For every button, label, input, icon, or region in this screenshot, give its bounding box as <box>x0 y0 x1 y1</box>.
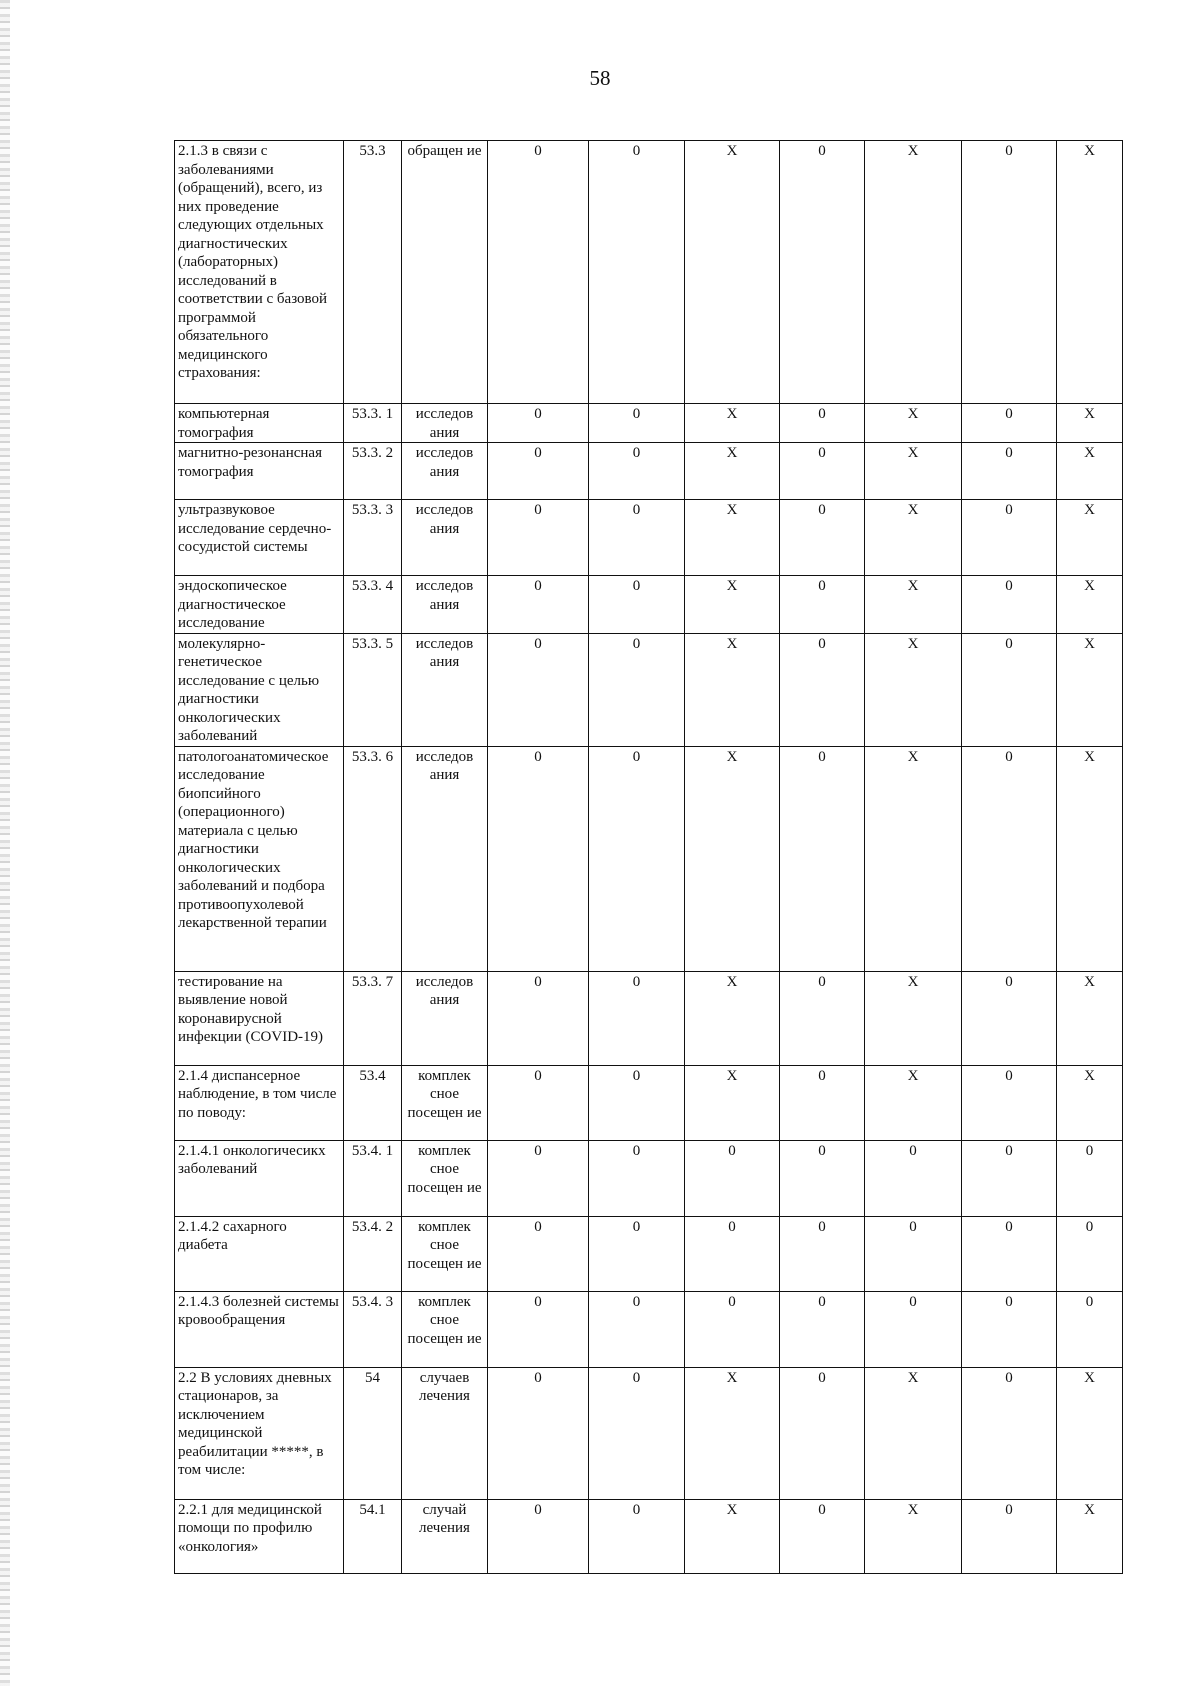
row-name: тестирование на выявление новой коронавирусной инфекции (COVID-19) <box>175 971 344 1065</box>
row-value: X <box>865 1065 962 1140</box>
row-name: 2.1.4 диспансерное наблюдение, в том числе по поводу: <box>175 1065 344 1140</box>
row-value: X <box>1057 500 1123 576</box>
row-code: 54 <box>344 1367 402 1499</box>
row-value: 0 <box>589 633 685 746</box>
row-code: 53.4. 2 <box>344 1216 402 1291</box>
row-value: X <box>685 1065 780 1140</box>
row-code: 53.3 <box>344 141 402 404</box>
row-value: X <box>1057 576 1123 634</box>
row-name: молекулярно-генетическое исследование с целью диагностики онкологических заболеваний <box>175 633 344 746</box>
row-value: 0 <box>488 141 589 404</box>
row-value: 0 <box>589 1140 685 1216</box>
row-name: 2.1.4.1 онкологичесикх заболеваний <box>175 1140 344 1216</box>
row-value: 0 <box>780 500 865 576</box>
row-code: 53.3. 2 <box>344 443 402 500</box>
row-value: 0 <box>589 1367 685 1499</box>
row-value: 0 <box>962 404 1057 443</box>
row-value: 0 <box>488 443 589 500</box>
row-name: ультразвуковое исследование сердечно-сосудистой системы <box>175 500 344 576</box>
row-value: 0 <box>962 746 1057 971</box>
row-value: 0 <box>962 443 1057 500</box>
row-value: 0 <box>962 1140 1057 1216</box>
row-value: X <box>685 1499 780 1573</box>
row-value: X <box>685 971 780 1065</box>
row-unit: исследов ания <box>402 500 488 576</box>
row-code: 53.3. 6 <box>344 746 402 971</box>
row-value: X <box>1057 971 1123 1065</box>
table-row <box>175 1216 1123 1291</box>
row-value: 0 <box>780 443 865 500</box>
row-value: X <box>865 404 962 443</box>
row-value: X <box>865 1499 962 1573</box>
row-value: 0 <box>780 141 865 404</box>
row-value: 0 <box>962 1291 1057 1367</box>
row-code: 53.4 <box>344 1065 402 1140</box>
row-value: X <box>1057 1065 1123 1140</box>
row-value: 0 <box>780 633 865 746</box>
table-row <box>175 1291 1123 1367</box>
row-unit: исследов ания <box>402 443 488 500</box>
row-value: X <box>865 1367 962 1499</box>
row-value: 0 <box>685 1216 780 1291</box>
row-value: 0 <box>1057 1140 1123 1216</box>
row-value: X <box>1057 443 1123 500</box>
row-value: 0 <box>488 1367 589 1499</box>
row-value: 0 <box>865 1140 962 1216</box>
row-value: 0 <box>962 141 1057 404</box>
row-value: 0 <box>589 1291 685 1367</box>
row-value: X <box>1057 404 1123 443</box>
row-unit: исследов ания <box>402 576 488 634</box>
row-name: 2.2.1 для медицинской помощи по профилю «онкология» <box>175 1499 344 1573</box>
row-value: X <box>685 746 780 971</box>
row-value: X <box>685 141 780 404</box>
row-code: 53.3. 1 <box>344 404 402 443</box>
data-table <box>174 140 1123 1574</box>
row-value: 0 <box>488 1140 589 1216</box>
row-value: X <box>865 443 962 500</box>
row-value: 0 <box>962 971 1057 1065</box>
table-row <box>175 1499 1123 1573</box>
row-value: 0 <box>780 404 865 443</box>
table-row <box>175 1367 1123 1499</box>
row-unit: исследов ания <box>402 404 488 443</box>
row-value: 0 <box>589 1216 685 1291</box>
table-row <box>175 971 1123 1065</box>
row-unit: обращен ие <box>402 141 488 404</box>
table-row <box>175 576 1123 634</box>
row-value: 0 <box>488 1216 589 1291</box>
page-number: 58 <box>589 66 611 90</box>
row-value: 0 <box>962 500 1057 576</box>
row-value: 0 <box>962 576 1057 634</box>
row-value: X <box>685 443 780 500</box>
row-value: 0 <box>685 1291 780 1367</box>
row-value: X <box>685 404 780 443</box>
row-name: 2.1.4.3 болезней системы кровообращения <box>175 1291 344 1367</box>
row-value: X <box>685 633 780 746</box>
row-value: 0 <box>780 1065 865 1140</box>
row-value: 0 <box>488 633 589 746</box>
row-name: компьютерная томография <box>175 404 344 443</box>
row-value: 0 <box>780 1291 865 1367</box>
row-value: X <box>1057 141 1123 404</box>
row-code: 53.3. 4 <box>344 576 402 634</box>
row-name: 2.1.3 в связи с заболеваниями (обращений), всего, из них проведение следующих отдельных диагностических (лабораторных) исследований в соответствии с базовой программой обязательного медицинского страхования: <box>175 141 344 404</box>
row-value: 0 <box>589 500 685 576</box>
row-unit: комплек сное посещен ие <box>402 1291 488 1367</box>
row-value: X <box>865 971 962 1065</box>
row-value: X <box>1057 746 1123 971</box>
table-row <box>175 141 1123 404</box>
row-name: 2.1.4.2 сахарного диабета <box>175 1216 344 1291</box>
row-value: 0 <box>589 971 685 1065</box>
row-unit: случай лечения <box>402 1499 488 1573</box>
row-unit: исследов ания <box>402 971 488 1065</box>
row-value: 0 <box>488 1291 589 1367</box>
row-value: 0 <box>488 576 589 634</box>
row-unit: комплек сное посещен ие <box>402 1065 488 1140</box>
row-value: 0 <box>962 1216 1057 1291</box>
row-value: 0 <box>589 1065 685 1140</box>
row-value: 0 <box>962 1367 1057 1499</box>
table-row <box>175 500 1123 576</box>
row-value: X <box>865 633 962 746</box>
row-value: 0 <box>780 1140 865 1216</box>
table-row <box>175 443 1123 500</box>
table-row <box>175 404 1123 443</box>
row-value: X <box>685 576 780 634</box>
table-row <box>175 1140 1123 1216</box>
row-value: X <box>865 141 962 404</box>
row-value: 0 <box>780 1216 865 1291</box>
row-value: 0 <box>962 1499 1057 1573</box>
row-value: X <box>865 576 962 634</box>
row-value: 0 <box>488 746 589 971</box>
row-value: X <box>685 1367 780 1499</box>
row-value: 0 <box>1057 1216 1123 1291</box>
row-code: 53.3. 7 <box>344 971 402 1065</box>
row-code: 53.4. 1 <box>344 1140 402 1216</box>
row-value: 0 <box>685 1140 780 1216</box>
row-value: X <box>1057 1499 1123 1573</box>
table-row <box>175 746 1123 971</box>
row-value: 0 <box>865 1291 962 1367</box>
row-unit: комплек сное посещен ие <box>402 1140 488 1216</box>
row-value: 0 <box>488 1499 589 1573</box>
row-code: 53.3. 3 <box>344 500 402 576</box>
row-value: 0 <box>780 746 865 971</box>
table-row <box>175 1065 1123 1140</box>
row-value: 0 <box>488 500 589 576</box>
row-name: патологоанатомическое исследование биопсийного (операционного) материала с целью диагностики онкологических заболеваний и подбора противоопухолевой лекарственной терапии <box>175 746 344 971</box>
row-value: X <box>865 500 962 576</box>
row-value: 0 <box>589 141 685 404</box>
row-value: X <box>865 746 962 971</box>
row-value: 0 <box>962 1065 1057 1140</box>
row-name: эндоскопическое диагностическое исследование <box>175 576 344 634</box>
row-value: 0 <box>780 1499 865 1573</box>
row-value: 0 <box>1057 1291 1123 1367</box>
row-value: 0 <box>488 971 589 1065</box>
row-code: 53.3. 5 <box>344 633 402 746</box>
row-code: 53.4. 3 <box>344 1291 402 1367</box>
row-value: 0 <box>589 576 685 634</box>
table-row <box>175 633 1123 746</box>
row-value: 0 <box>488 1065 589 1140</box>
row-value: X <box>685 500 780 576</box>
row-unit: комплек сное посещен ие <box>402 1216 488 1291</box>
row-value: 0 <box>962 633 1057 746</box>
row-value: 0 <box>780 971 865 1065</box>
row-name: магнитно-резонансная томография <box>175 443 344 500</box>
row-value: 0 <box>589 1499 685 1573</box>
row-unit: исследов ания <box>402 633 488 746</box>
row-code: 54.1 <box>344 1499 402 1573</box>
row-value: X <box>1057 633 1123 746</box>
row-value: 0 <box>780 1367 865 1499</box>
row-value: 0 <box>589 404 685 443</box>
row-value: 0 <box>488 404 589 443</box>
row-value: X <box>1057 1367 1123 1499</box>
row-value: 0 <box>589 746 685 971</box>
row-unit: случаев лечения <box>402 1367 488 1499</box>
row-value: 0 <box>865 1216 962 1291</box>
scan-edge <box>0 0 10 1686</box>
row-value: 0 <box>589 443 685 500</box>
row-name: 2.2 В условиях дневных стационаров, за исключением медицинской реабилитации *****, в том числе: <box>175 1367 344 1499</box>
row-value: 0 <box>780 576 865 634</box>
row-unit: исследов ания <box>402 746 488 971</box>
